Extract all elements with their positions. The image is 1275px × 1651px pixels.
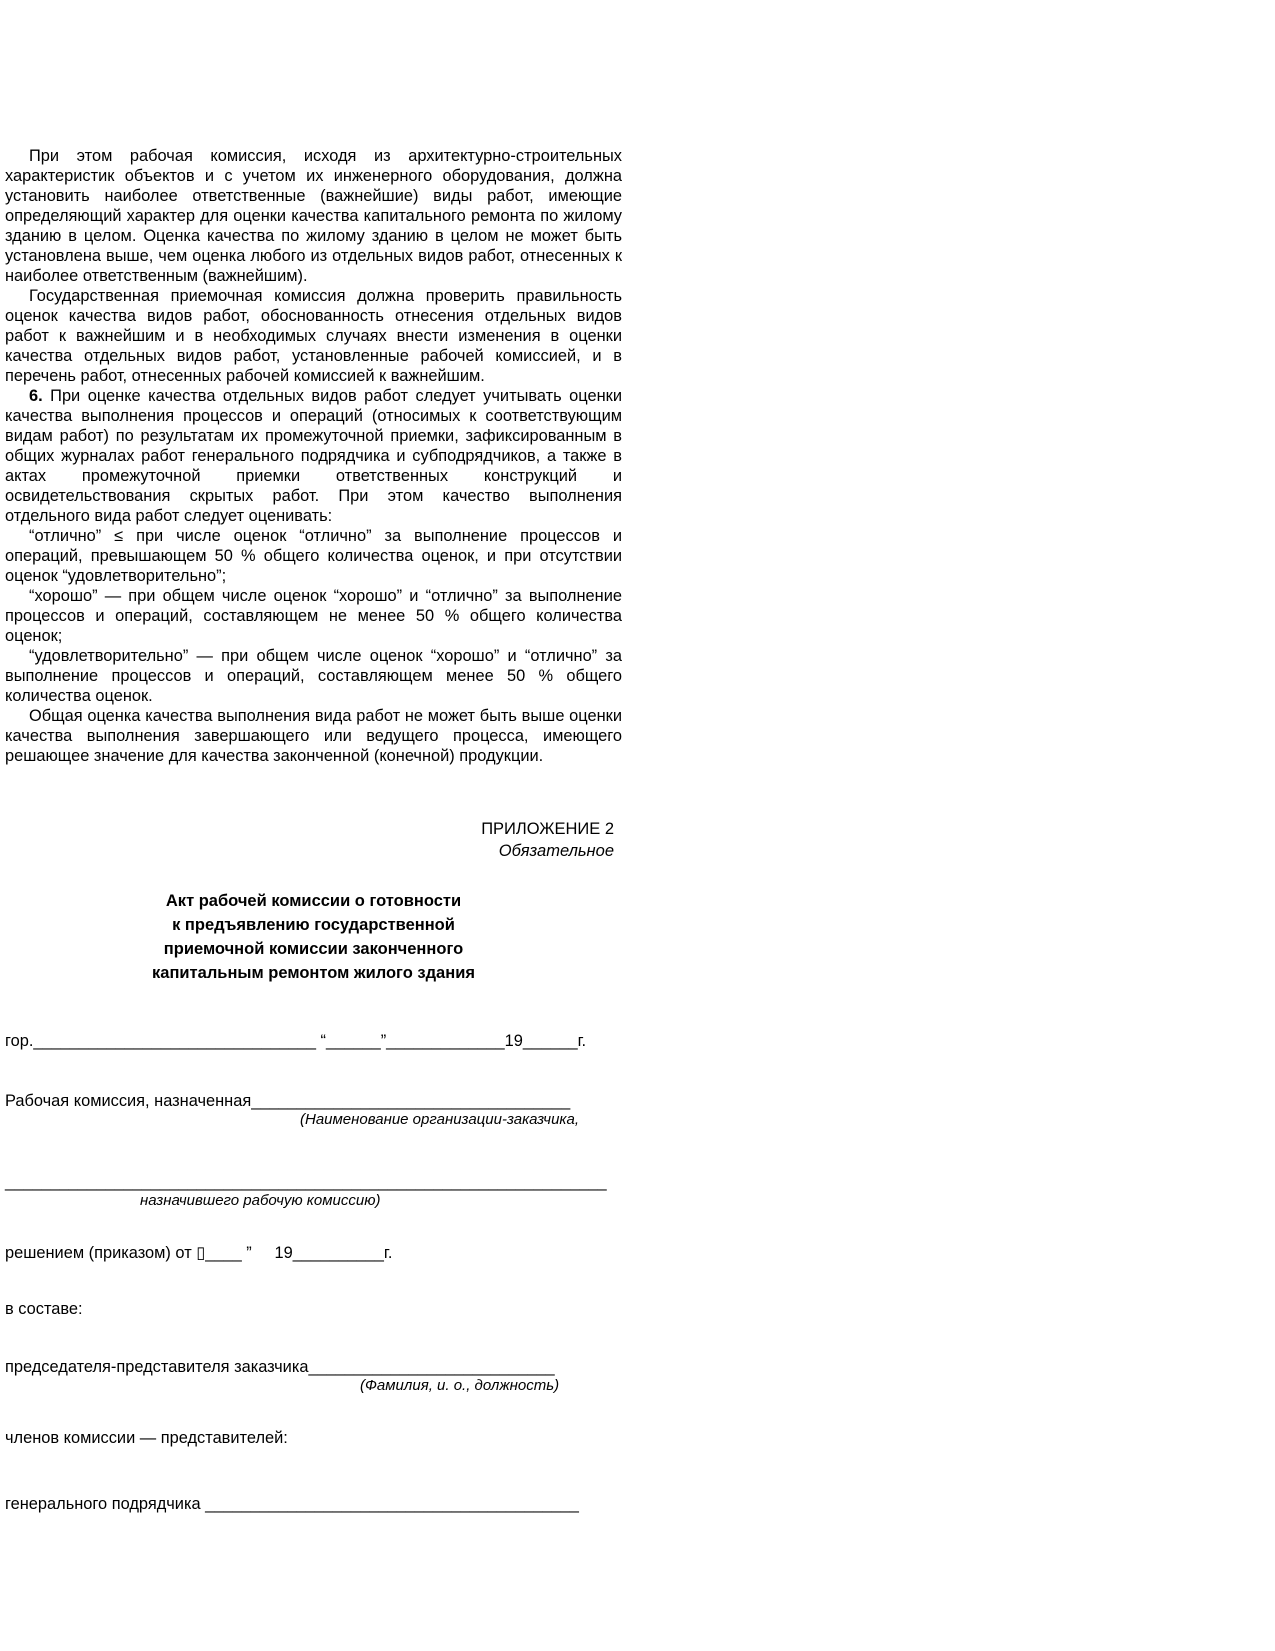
act-form	[5, 1031, 622, 1514]
form-commission-line: Рабочая комиссия, назначенная___________________________________	[5, 1092, 571, 1110]
paragraph-7-overall-rule: Общая оценка качества выполнения вида работ не может быть выше оценки качества выполнения завершающего или ведущего процесса, имеющего решающее значение для качества законченной (конечной) продукции.	[5, 707, 622, 765]
paragraph-1: При этом рабочая комиссия, исходя из архитектурно-строительных характеристик объектов и с учетом их инженерного оборудования, должна установить наиболее ответственные (важнейшие) виды работ, имеющие определяющий характер для оценки качества капитального ремонта по жилому зданию в целом. Оценка качества по жилому зданию в целом не может быть установлена выше, чем оценка любого из отдельных видов работ, отнесенных к наиболее ответственным (важнейшим).	[5, 147, 622, 285]
form-city-date-line: гор._______________________________ “______”_____________19______г.	[5, 1032, 587, 1050]
act-title-line-1: Акт рабочей комиссии о готовности	[165, 892, 462, 910]
appendix-header	[5, 818, 622, 862]
form-contractor-line: генерального подрядчика _________________________________________	[5, 1495, 579, 1513]
act-title-line-4: капитальным ремонтом жилого здания	[152, 964, 475, 982]
act-title-line-2: к предъявлению государственной	[172, 916, 455, 934]
form-chairman-line: председателя-представителя заказчика___________________________	[5, 1358, 555, 1376]
form-decision-line: решением (приказом) от ▯____ ” 19__________г.	[5, 1244, 393, 1262]
paragraph-5-good-rule: “хорошо” — при общем числе оценок “хорошо” и “отлично” за выполнение процессов и операций, составляющем не менее 50 % общего количества оценок;	[5, 587, 622, 645]
form-caption-appointed: назначившего рабочую комиссию)	[140, 1192, 381, 1209]
content-column	[5, 146, 622, 1514]
paragraph-6-satisfactory-rule: “удовлетворительно” — при общем числе оценок “хорошо” и “отлично” за выполнение процессов и операций, составляющем менее 50 % общего количества оценок.	[5, 647, 622, 705]
act-title	[5, 889, 622, 985]
clause-6-number: 6.	[29, 387, 43, 405]
form-blank-line: __________________________________________________________________	[5, 1173, 607, 1191]
appendix-kind: Обязательное	[498, 842, 614, 860]
paragraph-2: Государственная приемочная комиссия должна проверить правильность оценок качества видов работ, обоснованность отнесения отдельных видов работ к важнейшим и в необходимых случаях внести изменения в оценки качества отдельных видов работ, установленные рабочей комиссией, и в перечень работ, отнесенных рабочей комиссией к важнейшим.	[5, 287, 622, 385]
form-caption-customer: (Наименование организации-заказчика,	[300, 1111, 580, 1128]
body-text	[5, 146, 622, 766]
appendix-label: ПРИЛОЖЕНИЕ 2	[481, 820, 614, 838]
form-composition-label: в составе:	[5, 1300, 83, 1318]
act-title-line-3: приемочной комиссии законченного	[163, 940, 464, 958]
paragraph-3-clause-6	[5, 386, 622, 526]
form-members-label: членов комиссии — представителей:	[5, 1429, 288, 1447]
paragraph-4-excellent-rule: “отлично” ≤ при числе оценок “отлично” за выполнение процессов и операций, превышающем 50 % общего количества оценок, и при отсутствии оценок “удовлетворительно”;	[5, 527, 622, 585]
clause-6-text: При оценке качества отдельных видов работ следует учитывать оценки качества выполнения процессов и операций (относимых к соответствующим видам работ) по результатам их промежуточной приемки, зафиксированным в общих журналах работ генерального подрядчика и субподрядчиков, а также в актах промежуточной приемки ответственных конструкций и освидетельствования скрытых работ. При этом качество выполнения отдельного вида работ следует оценивать:	[5, 387, 622, 525]
form-caption-name: (Фамилия, и. о., должность)	[360, 1377, 560, 1394]
